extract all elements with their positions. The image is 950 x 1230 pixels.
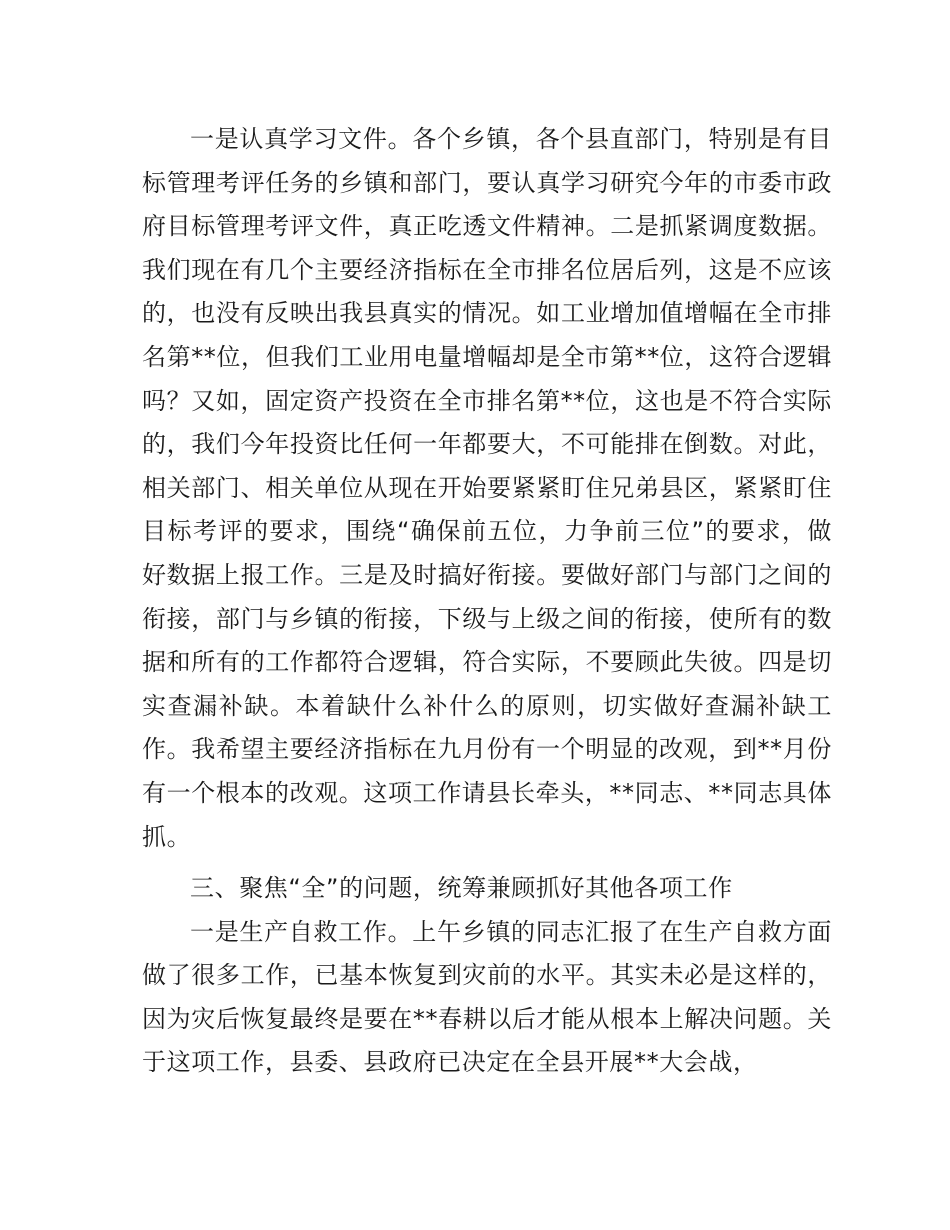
paragraph-production-relief: 一是生产自救工作。上午乡镇的同志汇报了在生产自救方面做了很多工作，已基本恢复到灾前的水平。其实未必是这样的，因为灾后恢复最终是要在**春耕以后才能从根本上解决问题。关于这项工作，县委、县政府已决定在全县开展**大会战， xyxy=(142,917,832,1077)
section-heading-three: 三、聚焦“全”的问题，统筹兼顾抓好其他各项工作 xyxy=(190,874,733,903)
paragraph-tasks: 一是认真学习文件。各个乡镇，各个县直部门，特别是有目标管理考评任务的乡镇和部门，要认真学习研究今年的市委市政府目标管理考评文件，真正吃透文件精神。二是抓紧调度数据。我们现在有几个主要经济指标在全市排名位居后列，这是不应该的，也没有反映出我县真实的情况。如工业增加值增幅在全市排名第**位，但我们工业用电量增幅却是全市第**位，这符合逻辑吗？又如，固定资产投资在全市排名第**位，这也是不符合实际的，我们今年投资比任何一年都要大，不可能排在倒数。对此，相关部门、相关单位从现在开始要紧紧盯住兄弟县区，紧紧盯住目标考评的要求，围绕“确保前五位，力争前三位”的要求，做好数据上报工作。三是及时搞好衔接。要做好部门与部门之间的衔接，部门与乡镇的衔接，下级与上级之间的衔接，使所有的数据和所有的工作都符合逻辑，符合实际，不要顾此失彼。四是切实查漏补缺。本着缺什么补什么的原则，切实做好查漏补缺工作。我希望主要经济指标在九月份有一个明显的改观，到**月份有一个根本的改观。这项工作请县长牵头，**同志、**同志具体抓。 xyxy=(142,125,832,851)
document-body xyxy=(142,118,832,1085)
